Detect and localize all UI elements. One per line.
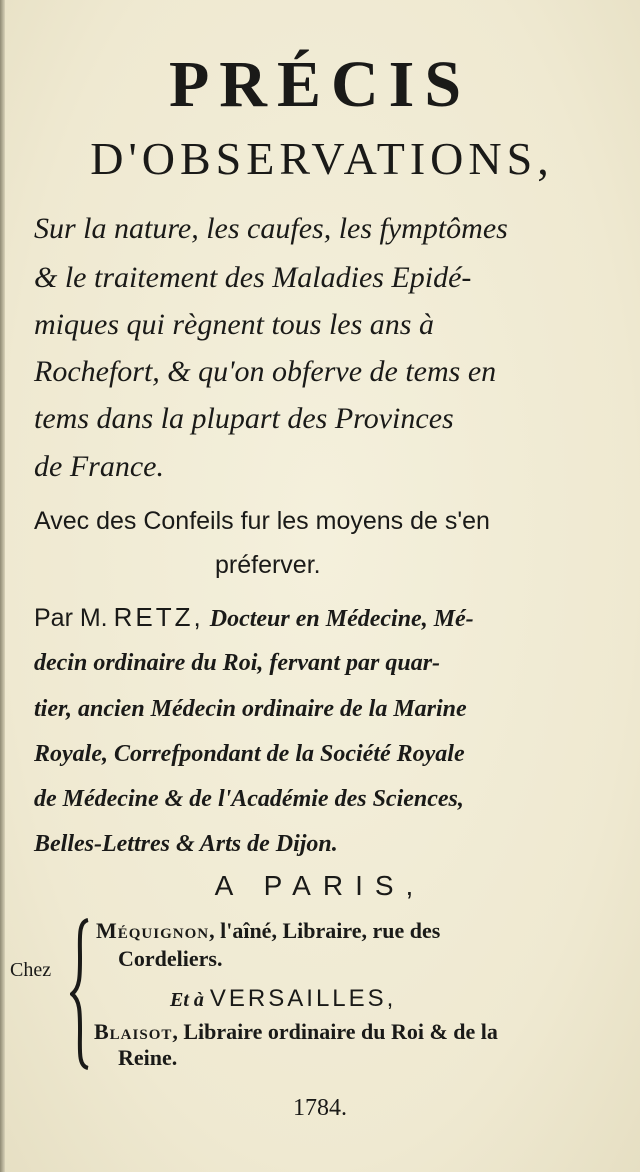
subtitle-line-6: de France. [34,450,164,483]
advice-line-1: Avec des Confeils fur les moyens de s'en [34,507,490,535]
author-par: Par M. [34,604,108,632]
subtitle-line-5: tems dans la plupart des Provinces [34,402,454,435]
subtitle-line-4: Rochefort, & qu'on obferve de tems en [34,355,497,388]
imprint-line-1 [96,920,440,942]
author-line-2: decin ordinaire du Roi, fervant par quar- [34,650,441,676]
title-line-1: PRÉCIS [168,48,472,121]
curly-brace-icon [70,918,92,1070]
page-edge-shadow [0,0,5,1172]
subtitle-line-3: miques qui règnent tous les ans à [34,308,434,341]
author-line-5: de Médecine & de l'Académie des Sciences, [34,786,464,812]
publisher-1-name: Méquignon [96,918,210,943]
author-line-1 [34,604,474,631]
publisher-2-name: Blaisot [94,1019,173,1044]
subtitle-line-2: & le traitement des Maladies Epidé- [34,261,472,294]
imprint-line-5: Reine. [118,1045,178,1070]
publisher-1-details: , l'aîné, Libraire, rue des [209,918,441,943]
author-title-start: Docteur en Médecine, Mé- [209,606,474,632]
advice-line-2: préferver. [215,551,321,579]
imprint-chez: Chez [10,959,52,981]
imprint-line-2: Cordeliers. [118,946,223,971]
imprint-line-4 [94,1021,498,1043]
imprint-versailles-line [170,987,396,1011]
subtitle-line-1: Sur la nature, les caufes, les fymptômes [34,212,508,245]
imprint-versailles: VERSAILLES, [209,985,397,1012]
author-name: RETZ, [113,602,204,632]
imprint-et-a: Et à [170,989,204,1011]
publisher-2-details: , Libraire ordinaire du Roi & de la [172,1019,498,1044]
author-line-3: tier, ancien Médecin ordinaire de la Marine [34,696,467,722]
title-line-2: D'OBSERVATIONS, [90,133,554,184]
author-line-4: Royale, Correfpondant de la Société Royale [34,741,465,767]
author-line-6: Belles-Lettres & Arts de Dijon. [34,831,338,857]
place-of-publication: A PARIS, [214,870,426,901]
publication-date: 1784. [293,1095,347,1121]
